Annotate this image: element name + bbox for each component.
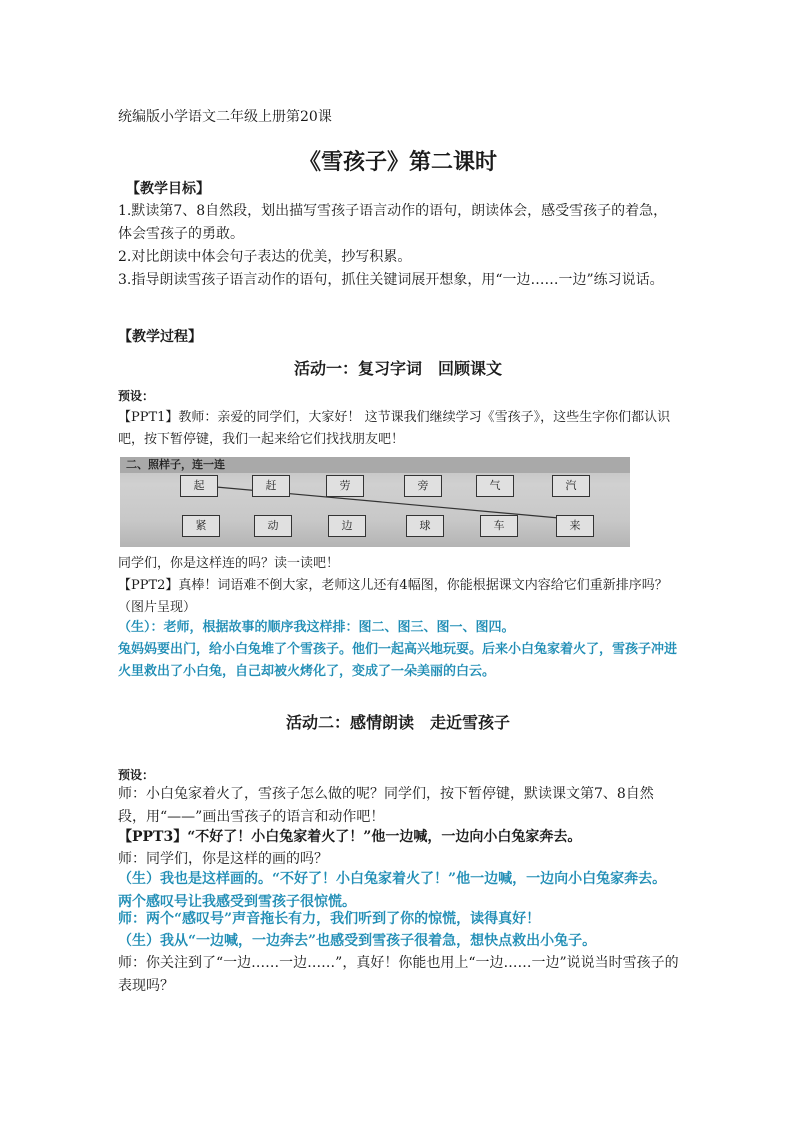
teacher-prompt-1: 师：小白兔家着火了，雪孩子怎么做的呢？同学们，按下暂停键，默读课文第7、8自然段，用“——”画出雪孩子的语言和动作吧！	[118, 786, 654, 825]
top-char-box: 赶	[252, 475, 290, 497]
top-char-box: 劳	[326, 475, 364, 497]
top-char-box: 气	[476, 475, 514, 497]
page-title: 《雪孩子》第二课时	[298, 149, 497, 175]
ppt3-text: 【PPT3】“不好了！小白兔家着火了！”他一边喊，一边向小白兔家奔去。	[118, 829, 582, 845]
objectives-heading: 【教学目标】	[126, 181, 210, 197]
objective-2: 2.对比朗读中体会句子表达的优美，抄写积累。	[118, 249, 412, 265]
top-char-box: 旁	[404, 475, 442, 497]
teacher-praise: 师：两个“感叹号”声音拖长有力，我们听到了你的惊慌，读得真好！	[118, 911, 541, 927]
check-text: 同学们，你是这样连的吗？读一读吧！	[118, 556, 340, 571]
ppt2-text: 【PPT2】真棒！词语难不倒大家，老师这儿还有4幅图，你能根据课文内容给它们重新排序吗？（图片呈现）	[118, 578, 668, 615]
bottom-char-box: 边	[328, 515, 366, 537]
exercise-heading: 二、照样子，连一连	[126, 458, 225, 471]
student-answer-story: 兔妈妈要出门，给小白兔堆了个雪孩子。他们一起高兴地玩耍。后来小白兔家着火了，雪孩子冲进火里救出了小白兔，自己却被火烤化了，变成了一朵美丽的白云。	[118, 642, 678, 679]
top-char-box: 起	[180, 475, 218, 497]
objective-1: 1.默读第7、8自然段，划出描写雪孩子语言动作的语句，朗读体会，感受雪孩子的着急，体会雪孩子的勇敢。	[118, 203, 668, 242]
matching-exercise-photo	[120, 457, 630, 547]
bottom-char-box: 紧	[182, 515, 220, 537]
bottom-char-box: 来	[556, 515, 594, 537]
process-heading: 【教学过程】	[118, 329, 202, 345]
activity2-title: 活动二：感情朗读 走近雪孩子	[285, 713, 510, 732]
student-answer-2: （生）我从“一边喊，一边奔去”也感受到雪孩子很着急，想快点救出小兔子。	[118, 933, 597, 949]
ppt1-text: 【PPT1】教师：亲爱的同学们，大家好！ 这节课我们继续学习《雪孩子》，这些生字你们都认识吧，按下暂停键，我们一起来给它们找找朋友吧！	[118, 410, 671, 447]
teacher-prompt-2: 师：同学们，你是这样的画的吗？	[118, 851, 328, 867]
teacher-prompt-3: 师：你关注到了“一边……一边……”，真好！你能也用上“一边……一边”说说当时雪孩子的表现吗？	[118, 955, 679, 994]
top-char-box: 汽	[552, 475, 590, 497]
activity1-title: 活动一：复习字词 回顾课文	[293, 359, 502, 378]
bottom-char-box: 球	[406, 515, 444, 537]
course-header: 统编版小学语文二年级上册第20课	[118, 109, 332, 125]
activity1-preset: 预设：	[118, 389, 155, 403]
objective-3: 3.指导朗读雪孩子语言动作的语句，抓住关键词展开想象，用“一边……一边”练习说话。	[118, 272, 664, 288]
bottom-char-box: 动	[254, 515, 292, 537]
student-answer-order: （生）：老师，根据故事的顺序我这样排：图二、图三、图一、图四。	[118, 620, 515, 635]
bottom-char-box: 车	[480, 515, 518, 537]
activity2-preset: 预设：	[118, 768, 155, 782]
student-answer-1: （生）我也是这样画的。“不好了！小白兔家着火了！”他一边喊，一边向小白兔家奔去。两个感叹号让我感受到雪孩子很惊慌。	[118, 871, 667, 910]
